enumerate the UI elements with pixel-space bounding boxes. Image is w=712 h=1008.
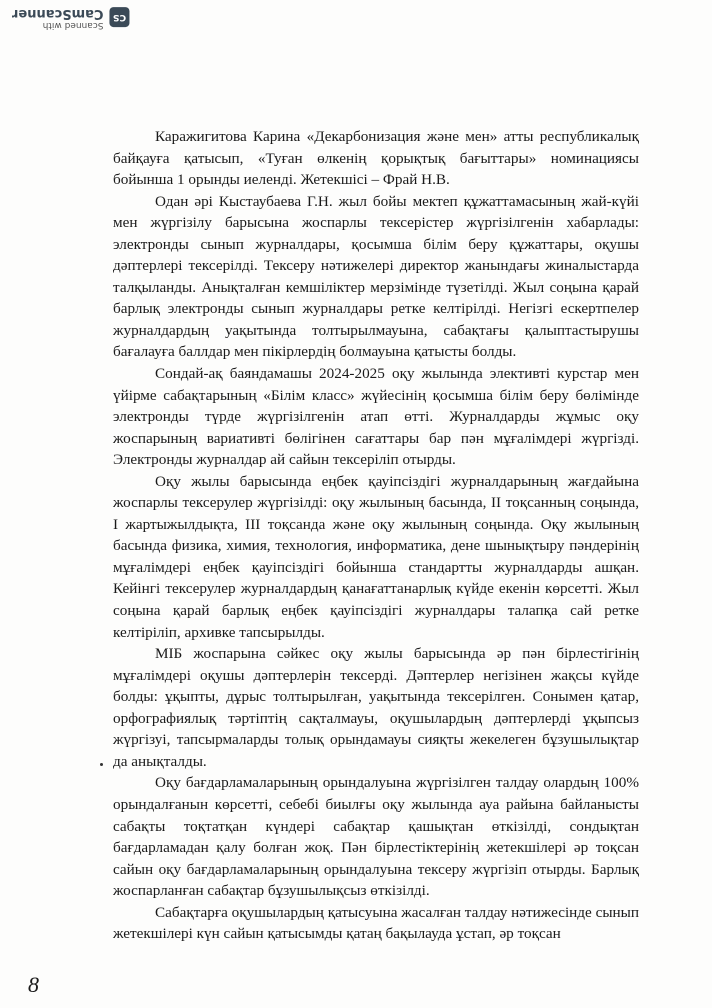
camscanner-logo-icon: CS	[109, 8, 129, 28]
camscanner-watermark	[12, 6, 129, 29]
paragraph-electives: Сондай-ақ баяндамашы 2024-2025 оқу жылында элективті курстар мен үйірме сабақтарының «Білім класс» жүйесінің қосымша білім беру бөлімінде электронды түрде жүргізілгенін атап өтті. Журналдарды жұмыс оқу жоспарының вариативті бөлігінен сағаттары бар пән мұғалімдері жүргізді. Электронды журналдар ай сайын тексеріліп отырды.	[113, 365, 639, 469]
watermark-caption: Scanned with	[42, 20, 104, 31]
paragraph-attendance: Сабақтарға оқушылардың қатысуына жасалған талдау нәтижесінде сынып жетекшілері күн сайын қатысымды қатаң бақылауда ұстап, әр тоқсан	[113, 903, 639, 943]
paragraph-documentation-checks: Одан әрі Кыстаубаева Г.Н. жыл бойы мектеп құжаттамасының жай-күйі мен жүргізілу барысына жоспарлы тексерістер жүргізілгенін хабарлады: электронды сынып журналдары, қосымша білім беру құжаттары, оқушы дәптерлері тексерілді. Тексеру нәтижелері директор жанындағы жиналыстарда талқыланды. Анықталған кемшіліктер мерзімінде түзетілді. Жыл соңына қарай барлық электронды сынып журналдары ретке келтірілді. Негізгі ескертпелер журналдардың уақытында толтырылмауына, сабақтағы қалыптастырушы бағалауға баллдар мен пікірлердің болмауына қатысты болды.	[113, 192, 639, 361]
document-body	[113, 126, 639, 945]
page-number: 8	[28, 972, 39, 997]
watermark-brand: CamScanner	[12, 5, 104, 21]
paragraph-curriculum: Оқу бағдарламаларының орындалуына жүргізілген талдау олардың 100% орындалғанын көрсетті, себебі биылғы оқу жылында ауа райына байланысты сабақты тоқтатқан күндері сабақтар қашықтан өткізілді, сондықтан бағдарламадан қалу болған жоқ. Пән бірлестіктерінің жетекшілері әр тоқсан сайын оқу бағдарламаларының орындалуына тексеру жүргізіп отырды. Барлық жоспарланған сабақтар бұзушылықсыз өткізілді.	[113, 774, 639, 900]
paragraph-safety-journals: Оқу жылы барысында еңбек қауіпсіздігі журналдарының жағдайына жоспарлы тексерулер жүргізілді: оқу жылының басында, II тоқсанның соңында, I жартыжылдықта, III тоқсанда және оқу жылының соңында. Оқу жылының басында физика, химия, технология, информатика, дене шынықтыру пәндерінің мұғалімдері еңбек қауіпсіздігі бойынша стандартты журналдарды ашқан. Кейінгі тексерулер журналдардың қанағаттанарлық күйде екенін көрсетті. Жыл соңына қарай барлық еңбек қауіпсіздігі журналдары талапқа сай ретке келтіріліп, архивке тапсырылды.	[113, 472, 639, 641]
paragraph-award: Каражигитова Карина «Декарбонизация және мен» атты республикалық байқауға қатысып, «Туған өлкенің қорықтық бағыттары» номинациясы бойынша 1 орынды иеленді. Жетекшісі – Фрай Н.В.	[113, 128, 639, 189]
scan-speck	[100, 763, 103, 766]
paragraph-notebooks: МІБ жоспарына сәйкес оқу жылы барысында әр пән бірлестігінің мұғалімдері оқушы дәптерлерін тексерді. Дәптерлер негізінен жақсы күйде болды: ұқыпты, дұрыс толтырылған, уақытында тексерілген. Сонымен қатар, орфографиялық тәртіптің сақталмауы, оқушылардың дәптерлерді ұқыпсыз жүргізуі, тапсырмаларды толық орындамауы сияқты жекелеген бұзушылықтар да анықталды.	[113, 645, 639, 770]
